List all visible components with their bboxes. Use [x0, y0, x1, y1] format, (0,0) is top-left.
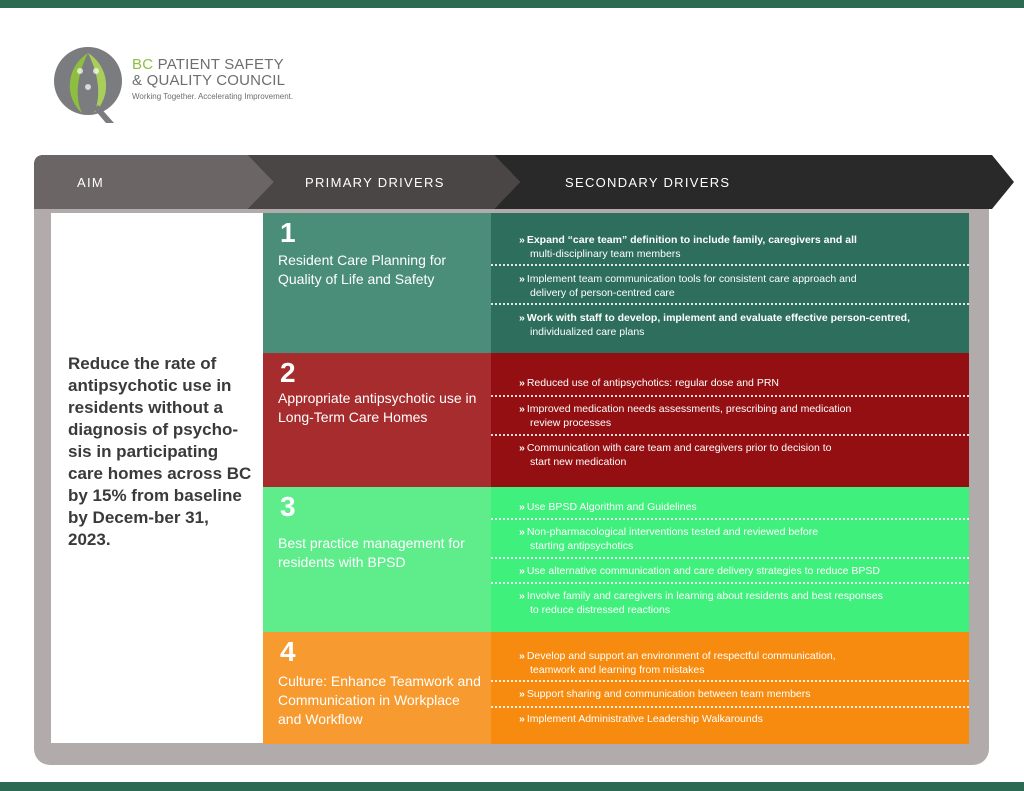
- secondary-drivers-4: [491, 632, 969, 744]
- secondary-driver-item: » Support sharing and communication between team members: [519, 688, 811, 700]
- secondary-driver-item: » Use alternative communication and care delivery strategies to reduce BPSD: [519, 565, 880, 577]
- secondary-drivers-1: [491, 213, 969, 353]
- secondary-driver-item: » Implement Administrative Leadership Walkarounds: [519, 713, 763, 725]
- aim-statement: Reduce the rate of antipsychotic use in residents without a diagnosis of psycho-sis in participating care homes across BC by 15% from baseline by Decem-ber 31, 2023.: [68, 354, 252, 549]
- top-accent-bar: [0, 0, 1024, 8]
- logo-line-1: [132, 57, 293, 73]
- primary-driver-4: [263, 632, 491, 744]
- driver-number: 1: [280, 217, 296, 248]
- primary-driver-1: [263, 213, 491, 353]
- driver-number: 4: [280, 636, 296, 667]
- driver-row-3: [263, 487, 969, 632]
- logo-wordmark: [132, 57, 293, 101]
- logo-line-1-rest: PATIENT SAFETY: [153, 56, 284, 73]
- secondary-driver-item: » Non-pharmacological interventions tested and reviewed before starting antipsychotics: [519, 526, 819, 552]
- logo-bc: BC: [132, 56, 154, 73]
- secondary-drivers-2: [491, 353, 969, 487]
- dotted-divider: [491, 303, 969, 305]
- primary-driver-title: Culture: Enhance Teamwork and Communication in Workplace and Workflow: [278, 673, 481, 727]
- driver-number: 2: [280, 357, 296, 388]
- header-primary-drivers: PRIMARY DRIVERS: [305, 175, 445, 190]
- dotted-divider: [491, 434, 969, 436]
- dotted-divider: [491, 264, 969, 266]
- primary-driver-title: Appropriate antipsychotic use in Long-Term Care Homes: [278, 390, 477, 425]
- secondary-driver-item: » Implement team communication tools for consistent care approach and delivery of person-centred care: [519, 273, 857, 299]
- header-secondary-drivers: SECONDARY DRIVERS: [565, 175, 731, 190]
- driver-row-1: [263, 213, 969, 353]
- secondary-driver-item: » Work with staff to develop, implement and evaluate effective person-centred, individualized care plans: [519, 312, 910, 338]
- header-aim: AIM: [77, 175, 105, 190]
- dotted-divider: [491, 395, 969, 397]
- secondary-driver-item: » Improved medication needs assessments, prescribing and medication review processes: [519, 403, 852, 429]
- secondary-driver-item: » Reduced use of antipsychotics: regular dose and PRN: [519, 377, 779, 389]
- driver-row-2: [263, 353, 969, 487]
- primary-driver-title: Resident Care Planning for Quality of Life and Safety: [278, 252, 447, 287]
- dotted-divider: [491, 680, 969, 682]
- secondary-driver-item: » Use BPSD Algorithm and Guidelines: [519, 501, 697, 513]
- dotted-divider: [491, 557, 969, 559]
- secondary-driver-item: » Involve family and caregivers in learning about residents and best responses to reduce distressed reactions: [519, 590, 883, 616]
- primary-driver-2: [263, 353, 491, 487]
- bottom-accent-bar: [0, 782, 1024, 791]
- dotted-divider: [491, 518, 969, 520]
- secondary-driver-item: » Develop and support an environment of respectful communication, teamwork and learning from mistakes: [519, 650, 836, 676]
- logo-tagline: Working Together. Accelerating Improvement.: [132, 92, 294, 101]
- secondary-driver-item: » Communication with care team and caregivers prior to decision to start new medication: [519, 442, 832, 468]
- council-logo-icon: [52, 45, 124, 125]
- dotted-divider: [491, 706, 969, 708]
- secondary-driver-item: » Expand “care team” definition to include family, caregivers and all multi-disciplinary team members: [519, 234, 857, 260]
- primary-driver-title: Best practice management for residents with BPSD: [278, 535, 465, 570]
- driver-number: 3: [280, 491, 296, 522]
- dotted-divider: [491, 582, 969, 584]
- secondary-drivers-3: [491, 487, 969, 632]
- driver-row-4: [263, 632, 969, 744]
- logo-line-2: & QUALITY COUNCIL: [132, 72, 286, 89]
- header-arrow-band: [34, 155, 1014, 209]
- primary-driver-3: [263, 487, 491, 632]
